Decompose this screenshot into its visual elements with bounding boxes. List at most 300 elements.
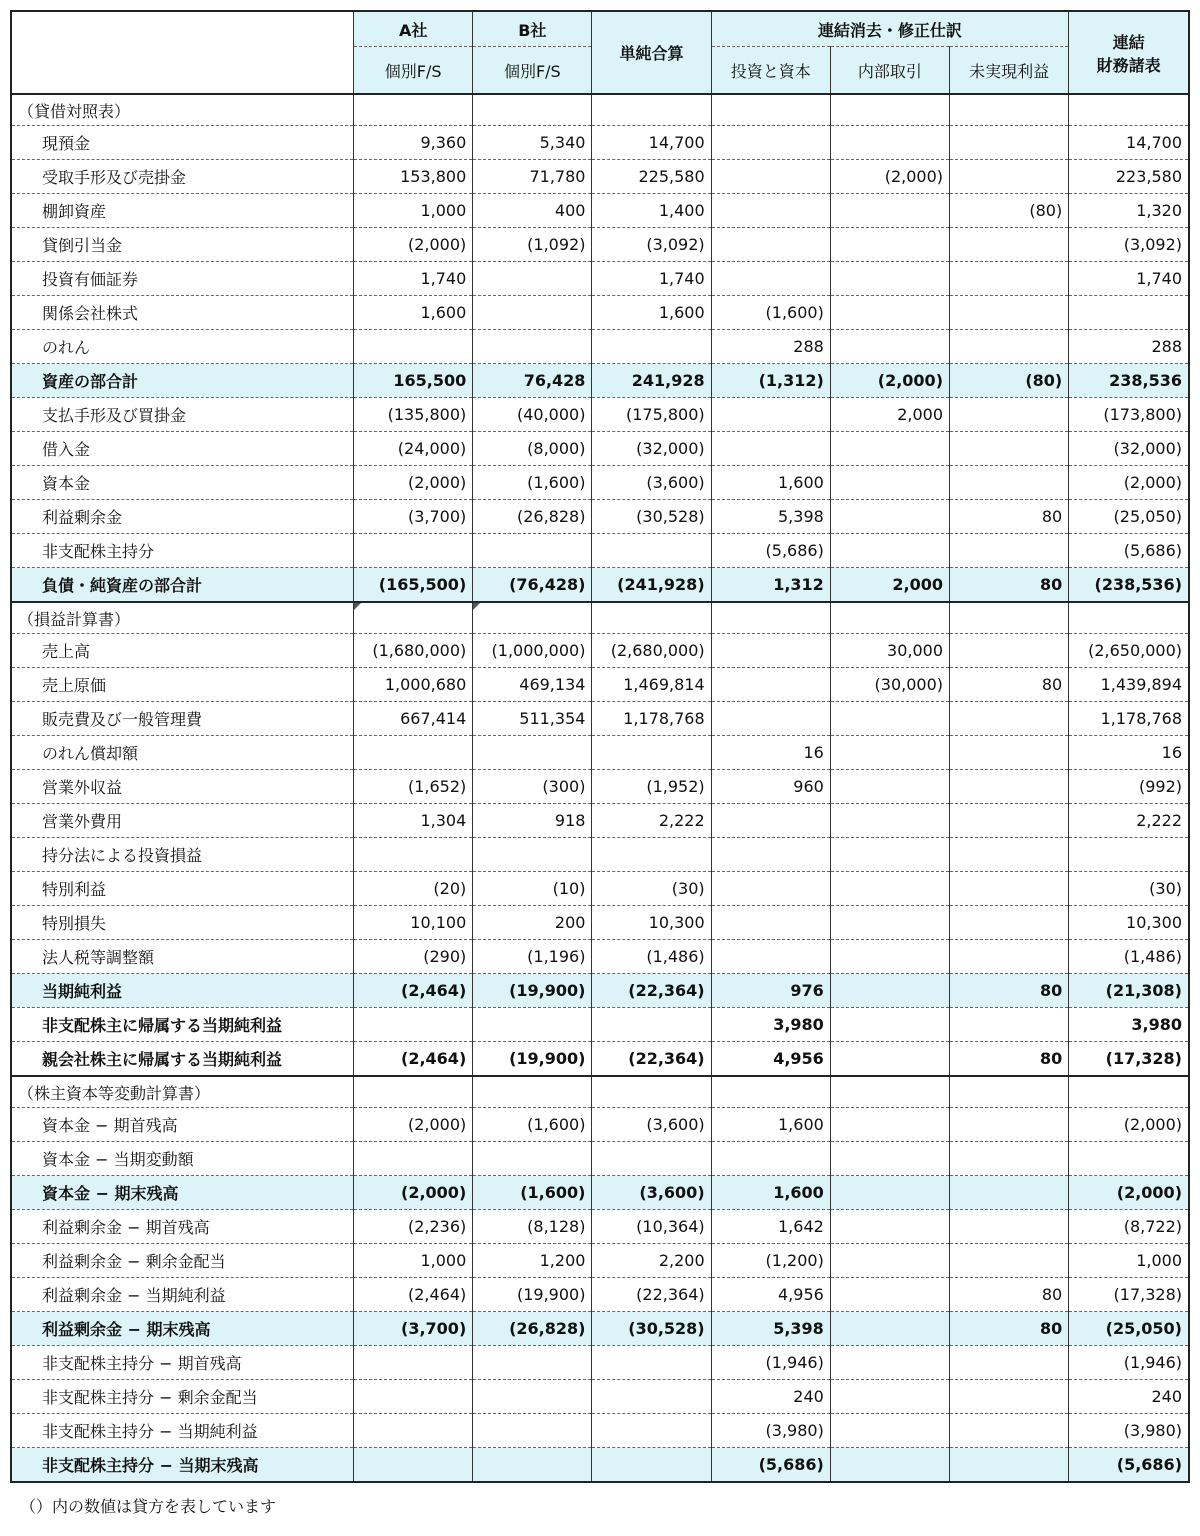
row-label: 投資有価証券 bbox=[11, 262, 354, 296]
cell-cons: 223,580 bbox=[1069, 160, 1189, 194]
cell-unr bbox=[950, 160, 1069, 194]
cell-unr: 80 bbox=[950, 500, 1069, 534]
cell-a: (135,800) bbox=[354, 398, 473, 432]
cell-inv bbox=[711, 872, 830, 906]
cell-a: (20) bbox=[354, 872, 473, 906]
cell-inv: 4,956 bbox=[711, 1042, 830, 1077]
cell-a: 1,600 bbox=[354, 296, 473, 330]
cell-int bbox=[830, 1210, 949, 1244]
header-internal-trade: 内部取引 bbox=[830, 47, 949, 95]
cell-unr bbox=[950, 906, 1069, 940]
cell-inv: 1,600 bbox=[711, 1176, 830, 1210]
cell-int bbox=[830, 872, 949, 906]
row-label: 現預金 bbox=[11, 126, 354, 160]
header-consolidated: 連結 財務諸表 bbox=[1069, 11, 1189, 94]
cell-unr bbox=[950, 1414, 1069, 1448]
cell-sum: 10,300 bbox=[592, 906, 711, 940]
cell-b bbox=[473, 1380, 592, 1414]
total-row bbox=[11, 1176, 1189, 1210]
cell-int bbox=[830, 432, 949, 466]
cell-unr bbox=[950, 1108, 1069, 1142]
cell-int: (2,000) bbox=[830, 160, 949, 194]
cell-b: (26,828) bbox=[473, 500, 592, 534]
table-row bbox=[11, 194, 1189, 228]
cell-b: (19,900) bbox=[473, 974, 592, 1008]
cell-inv: (5,686) bbox=[711, 534, 830, 568]
cell-a bbox=[354, 838, 473, 872]
cell-a bbox=[354, 1142, 473, 1176]
cell-int: (2,000) bbox=[830, 364, 949, 398]
cell-cons: 1,178,768 bbox=[1069, 702, 1189, 736]
cell-int bbox=[830, 262, 949, 296]
cell-b: (19,900) bbox=[473, 1042, 592, 1077]
cell-sum: (3,600) bbox=[592, 1176, 711, 1210]
cell-unr bbox=[950, 702, 1069, 736]
cell-sum bbox=[592, 330, 711, 364]
cell-int: (30,000) bbox=[830, 668, 949, 702]
cell-sum: (22,364) bbox=[592, 1042, 711, 1077]
table-row bbox=[11, 1210, 1189, 1244]
cell-unr bbox=[950, 432, 1069, 466]
cell-sum bbox=[592, 534, 711, 568]
cell-inv: (1,312) bbox=[711, 364, 830, 398]
table-row bbox=[11, 1414, 1189, 1448]
cell-unr: 80 bbox=[950, 668, 1069, 702]
cell-cons: 10,300 bbox=[1069, 906, 1189, 940]
row-label: 利益剰余金 − 期末残高 bbox=[11, 1312, 354, 1346]
cell-int bbox=[830, 466, 949, 500]
cell-a: (290) bbox=[354, 940, 473, 974]
cell-unr bbox=[950, 262, 1069, 296]
cell-b: (8,000) bbox=[473, 432, 592, 466]
cell-cons: (2,000) bbox=[1069, 1176, 1189, 1210]
cell-cons: (992) bbox=[1069, 770, 1189, 804]
table-row bbox=[11, 804, 1189, 838]
cell-cons: 16 bbox=[1069, 736, 1189, 770]
row-label: のれん償却額 bbox=[11, 736, 354, 770]
cell-unr bbox=[950, 228, 1069, 262]
cell-unr: (80) bbox=[950, 194, 1069, 228]
total-row bbox=[11, 568, 1189, 603]
cell-int bbox=[830, 974, 949, 1008]
cell-a: (165,500) bbox=[354, 568, 473, 603]
table-row bbox=[11, 872, 1189, 906]
cell-unr bbox=[950, 1210, 1069, 1244]
cell-int bbox=[830, 1008, 949, 1042]
total-row bbox=[11, 1448, 1189, 1483]
empty-cell bbox=[830, 1076, 949, 1108]
cell-sum: (3,600) bbox=[592, 1108, 711, 1142]
table-row bbox=[11, 398, 1189, 432]
table-row bbox=[11, 330, 1189, 364]
cell-inv: 1,600 bbox=[711, 466, 830, 500]
row-label: 当期純利益 bbox=[11, 974, 354, 1008]
cell-unr bbox=[950, 330, 1069, 364]
cell-unr: 80 bbox=[950, 974, 1069, 1008]
cell-sum: (30,528) bbox=[592, 500, 711, 534]
cell-a: (3,700) bbox=[354, 1312, 473, 1346]
row-label: 借入金 bbox=[11, 432, 354, 466]
row-label: 非支配株主持分 bbox=[11, 534, 354, 568]
cell-cons: (32,000) bbox=[1069, 432, 1189, 466]
cell-a: 153,800 bbox=[354, 160, 473, 194]
cell-int bbox=[830, 1414, 949, 1448]
cell-a bbox=[354, 1346, 473, 1380]
cell-unr bbox=[950, 1380, 1069, 1414]
row-label: 非支配株主持分 − 当期純利益 bbox=[11, 1414, 354, 1448]
cell-b: (1,600) bbox=[473, 1176, 592, 1210]
cell-int bbox=[830, 1176, 949, 1210]
cell-a: (2,464) bbox=[354, 1042, 473, 1077]
cell-a bbox=[354, 1448, 473, 1483]
empty-cell bbox=[592, 94, 711, 126]
cell-a: (2,000) bbox=[354, 228, 473, 262]
table-row bbox=[11, 1108, 1189, 1142]
empty-cell bbox=[711, 94, 830, 126]
cell-b: (1,000,000) bbox=[473, 634, 592, 668]
cell-cons: (3,092) bbox=[1069, 228, 1189, 262]
cell-b: (300) bbox=[473, 770, 592, 804]
table-row bbox=[11, 500, 1189, 534]
table-row bbox=[11, 838, 1189, 872]
cell-cons: 1,439,894 bbox=[1069, 668, 1189, 702]
cell-sum: 1,469,814 bbox=[592, 668, 711, 702]
empty-cell bbox=[354, 94, 473, 126]
cell-sum: 1,178,768 bbox=[592, 702, 711, 736]
cell-sum: 1,740 bbox=[592, 262, 711, 296]
cell-b: 5,340 bbox=[473, 126, 592, 160]
cell-cons: (21,308) bbox=[1069, 974, 1189, 1008]
cell-inv: 1,600 bbox=[711, 1108, 830, 1142]
empty-cell bbox=[592, 602, 711, 634]
table-row bbox=[11, 1042, 1189, 1077]
row-label: 資本金 − 期首残高 bbox=[11, 1108, 354, 1142]
cell-int: 2,000 bbox=[830, 568, 949, 603]
cell-cons: (1,946) bbox=[1069, 1346, 1189, 1380]
cell-a: (2,000) bbox=[354, 1108, 473, 1142]
cell-b bbox=[473, 1142, 592, 1176]
table-row bbox=[11, 940, 1189, 974]
cell-inv: 16 bbox=[711, 736, 830, 770]
cell-int bbox=[830, 1244, 949, 1278]
cell-unr bbox=[950, 736, 1069, 770]
cell-inv bbox=[711, 160, 830, 194]
cell-b: 918 bbox=[473, 804, 592, 838]
cell-cons bbox=[1069, 1142, 1189, 1176]
cell-cons: 14,700 bbox=[1069, 126, 1189, 160]
table-row bbox=[11, 466, 1189, 500]
cell-a: 1,740 bbox=[354, 262, 473, 296]
cell-inv bbox=[711, 228, 830, 262]
cell-b: 511,354 bbox=[473, 702, 592, 736]
table-row bbox=[11, 1244, 1189, 1278]
cell-sum: 225,580 bbox=[592, 160, 711, 194]
cell-unr: 80 bbox=[950, 568, 1069, 603]
cell-unr bbox=[950, 1244, 1069, 1278]
cell-inv bbox=[711, 838, 830, 872]
row-label: 貸倒引当金 bbox=[11, 228, 354, 262]
cell-cons: 238,536 bbox=[1069, 364, 1189, 398]
cell-sum: 1,600 bbox=[592, 296, 711, 330]
empty-cell bbox=[1069, 1076, 1189, 1108]
cell-b bbox=[473, 330, 592, 364]
cell-a: 1,000 bbox=[354, 1244, 473, 1278]
cell-inv: (1,600) bbox=[711, 296, 830, 330]
cell-sum: (1,486) bbox=[592, 940, 711, 974]
cell-a bbox=[354, 1380, 473, 1414]
cell-int bbox=[830, 906, 949, 940]
cell-sum bbox=[592, 1008, 711, 1042]
row-label: 売上原価 bbox=[11, 668, 354, 702]
cell-int bbox=[830, 534, 949, 568]
cell-unr bbox=[950, 872, 1069, 906]
cell-b: (1,196) bbox=[473, 940, 592, 974]
table-row bbox=[11, 736, 1189, 770]
cell-sum bbox=[592, 1142, 711, 1176]
cell-sum: (10,364) bbox=[592, 1210, 711, 1244]
row-label: 親会社株主に帰属する当期純利益 bbox=[11, 1042, 354, 1077]
row-label: 利益剰余金 − 当期純利益 bbox=[11, 1278, 354, 1312]
cell-sum: 14,700 bbox=[592, 126, 711, 160]
cell-int: 30,000 bbox=[830, 634, 949, 668]
cell-a: 9,360 bbox=[354, 126, 473, 160]
row-label: 資本金 bbox=[11, 466, 354, 500]
cell-inv: 1,642 bbox=[711, 1210, 830, 1244]
cell-cons: (2,000) bbox=[1069, 1108, 1189, 1142]
table-row bbox=[11, 432, 1189, 466]
cell-a: (2,236) bbox=[354, 1210, 473, 1244]
cell-sum: (1,952) bbox=[592, 770, 711, 804]
header-unrealized-profit: 未実現利益 bbox=[950, 47, 1069, 95]
cell-b: 1,200 bbox=[473, 1244, 592, 1278]
cell-b bbox=[473, 1414, 592, 1448]
cell-inv: 976 bbox=[711, 974, 830, 1008]
cell-unr: 80 bbox=[950, 1042, 1069, 1077]
cell-a: (24,000) bbox=[354, 432, 473, 466]
cell-unr: 80 bbox=[950, 1312, 1069, 1346]
empty-cell bbox=[950, 1076, 1069, 1108]
cell-int bbox=[830, 1448, 949, 1483]
section-title: （株主資本等変動計算書） bbox=[11, 1076, 354, 1108]
cell-int bbox=[830, 194, 949, 228]
table-row bbox=[11, 906, 1189, 940]
cell-cons: (3,980) bbox=[1069, 1414, 1189, 1448]
cell-int bbox=[830, 330, 949, 364]
cell-unr bbox=[950, 804, 1069, 838]
cell-sum: (2,680,000) bbox=[592, 634, 711, 668]
row-label: 非支配株主持分 − 期首残高 bbox=[11, 1346, 354, 1380]
cell-inv: (1,200) bbox=[711, 1244, 830, 1278]
cell-int bbox=[830, 770, 949, 804]
cell-inv bbox=[711, 432, 830, 466]
consolidation-worksheet bbox=[10, 10, 1190, 1483]
empty-cell bbox=[950, 602, 1069, 634]
header-a-company: A社 bbox=[354, 11, 473, 47]
cell-b: 200 bbox=[473, 906, 592, 940]
consolidation-table bbox=[10, 10, 1190, 1483]
cell-a: (2,464) bbox=[354, 974, 473, 1008]
cell-inv bbox=[711, 126, 830, 160]
row-label: 資産の部合計 bbox=[11, 364, 354, 398]
cell-cons: (25,050) bbox=[1069, 1312, 1189, 1346]
cell-unr bbox=[950, 770, 1069, 804]
cell-b: (1,600) bbox=[473, 466, 592, 500]
cell-sum bbox=[592, 1380, 711, 1414]
cell-cons: (17,328) bbox=[1069, 1278, 1189, 1312]
cell-b bbox=[473, 534, 592, 568]
table-row bbox=[11, 770, 1189, 804]
table-row bbox=[11, 228, 1189, 262]
cell-unr bbox=[950, 940, 1069, 974]
cell-inv bbox=[711, 702, 830, 736]
cell-sum: (32,000) bbox=[592, 432, 711, 466]
cell-inv bbox=[711, 668, 830, 702]
cell-sum: (3,600) bbox=[592, 466, 711, 500]
header-individual-b: 個別F/S bbox=[473, 47, 592, 95]
cell-unr bbox=[950, 634, 1069, 668]
cell-a: (2,000) bbox=[354, 466, 473, 500]
row-label: 資本金 − 当期変動額 bbox=[11, 1142, 354, 1176]
cell-sum: 1,400 bbox=[592, 194, 711, 228]
row-label: 非支配株主持分 − 当期末残高 bbox=[11, 1448, 354, 1483]
cell-cons: (30) bbox=[1069, 872, 1189, 906]
empty-cell bbox=[592, 1076, 711, 1108]
row-label: 受取手形及び売掛金 bbox=[11, 160, 354, 194]
cell-a: 10,100 bbox=[354, 906, 473, 940]
total-row bbox=[11, 1312, 1189, 1346]
cell-cons: 3,980 bbox=[1069, 1008, 1189, 1042]
cell-unr bbox=[950, 1008, 1069, 1042]
table-row bbox=[11, 262, 1189, 296]
empty-cell bbox=[1069, 602, 1189, 634]
row-label: 持分法による投資損益 bbox=[11, 838, 354, 872]
cell-unr bbox=[950, 1176, 1069, 1210]
cell-a bbox=[354, 1008, 473, 1042]
table-row bbox=[11, 1008, 1189, 1042]
table-row bbox=[11, 1278, 1189, 1312]
row-label: 資本金 − 期末残高 bbox=[11, 1176, 354, 1210]
row-label: 営業外収益 bbox=[11, 770, 354, 804]
empty-cell bbox=[950, 94, 1069, 126]
cell-unr bbox=[950, 1142, 1069, 1176]
cell-sum: 2,222 bbox=[592, 804, 711, 838]
cell-cons: (25,050) bbox=[1069, 500, 1189, 534]
table-row bbox=[11, 1142, 1189, 1176]
table-row bbox=[11, 160, 1189, 194]
cell-sum: (30,528) bbox=[592, 1312, 711, 1346]
cell-b: (26,828) bbox=[473, 1312, 592, 1346]
cell-inv: 5,398 bbox=[711, 500, 830, 534]
cell-int bbox=[830, 1108, 949, 1142]
cell-b: 71,780 bbox=[473, 160, 592, 194]
cell-inv bbox=[711, 262, 830, 296]
cell-a bbox=[354, 330, 473, 364]
section-header-bs bbox=[11, 94, 1189, 126]
empty-cell bbox=[354, 1076, 473, 1108]
cell-inv bbox=[711, 906, 830, 940]
cell-int bbox=[830, 1312, 949, 1346]
cell-cons: (173,800) bbox=[1069, 398, 1189, 432]
header-individual-a: 個別F/S bbox=[354, 47, 473, 95]
cell-int bbox=[830, 804, 949, 838]
header-simple-sum: 単純合算 bbox=[592, 11, 711, 94]
row-label: 利益剰余金 − 期首残高 bbox=[11, 1210, 354, 1244]
cell-sum bbox=[592, 1346, 711, 1380]
empty-cell bbox=[711, 602, 830, 634]
cell-int bbox=[830, 126, 949, 160]
cell-unr: 80 bbox=[950, 1278, 1069, 1312]
cell-sum: (241,928) bbox=[592, 568, 711, 603]
cell-int bbox=[830, 228, 949, 262]
cell-b bbox=[473, 262, 592, 296]
cell-sum bbox=[592, 838, 711, 872]
table-row bbox=[11, 668, 1189, 702]
cell-sum: 2,200 bbox=[592, 1244, 711, 1278]
cell-b: (76,428) bbox=[473, 568, 592, 603]
cell-cons: 1,320 bbox=[1069, 194, 1189, 228]
cell-b: (8,128) bbox=[473, 1210, 592, 1244]
table-row bbox=[11, 702, 1189, 736]
cell-cons: (2,000) bbox=[1069, 466, 1189, 500]
cell-int bbox=[830, 940, 949, 974]
empty-cell bbox=[830, 94, 949, 126]
cell-cons: 2,222 bbox=[1069, 804, 1189, 838]
cell-int bbox=[830, 1380, 949, 1414]
empty-cell bbox=[473, 94, 592, 126]
cell-unr bbox=[950, 1346, 1069, 1380]
cell-b: (1,600) bbox=[473, 1108, 592, 1142]
row-label: 関係会社株式 bbox=[11, 296, 354, 330]
cell-inv: 5,398 bbox=[711, 1312, 830, 1346]
cell-int bbox=[830, 1278, 949, 1312]
cell-inv bbox=[711, 1142, 830, 1176]
row-label: 特別損失 bbox=[11, 906, 354, 940]
table-row bbox=[11, 126, 1189, 160]
header-b-company: B社 bbox=[473, 11, 592, 47]
row-label: 特別利益 bbox=[11, 872, 354, 906]
cell-a bbox=[354, 1414, 473, 1448]
cell-unr bbox=[950, 838, 1069, 872]
cell-sum: (3,092) bbox=[592, 228, 711, 262]
empty-cell bbox=[354, 602, 473, 634]
empty-cell bbox=[830, 602, 949, 634]
cell-cons: (1,486) bbox=[1069, 940, 1189, 974]
table-body bbox=[11, 94, 1189, 1482]
section-title: （損益計算書） bbox=[11, 602, 354, 634]
cell-cons: (5,686) bbox=[1069, 1448, 1189, 1483]
cell-inv: 3,980 bbox=[711, 1008, 830, 1042]
cell-unr bbox=[950, 296, 1069, 330]
cell-cons bbox=[1069, 838, 1189, 872]
cell-inv: (1,946) bbox=[711, 1346, 830, 1380]
cell-inv: 4,956 bbox=[711, 1278, 830, 1312]
cell-b: 469,134 bbox=[473, 668, 592, 702]
cell-sum: 241,928 bbox=[592, 364, 711, 398]
cell-cons: (8,722) bbox=[1069, 1210, 1189, 1244]
cell-int bbox=[830, 500, 949, 534]
empty-cell bbox=[473, 602, 592, 634]
cell-a: (3,700) bbox=[354, 500, 473, 534]
cell-sum bbox=[592, 1414, 711, 1448]
cell-int bbox=[830, 1042, 949, 1077]
cell-int bbox=[830, 1346, 949, 1380]
cell-a bbox=[354, 736, 473, 770]
row-label: 営業外費用 bbox=[11, 804, 354, 838]
section-header-ss bbox=[11, 1076, 1189, 1108]
cell-b: (10) bbox=[473, 872, 592, 906]
cell-a: 667,414 bbox=[354, 702, 473, 736]
cell-a: (1,652) bbox=[354, 770, 473, 804]
